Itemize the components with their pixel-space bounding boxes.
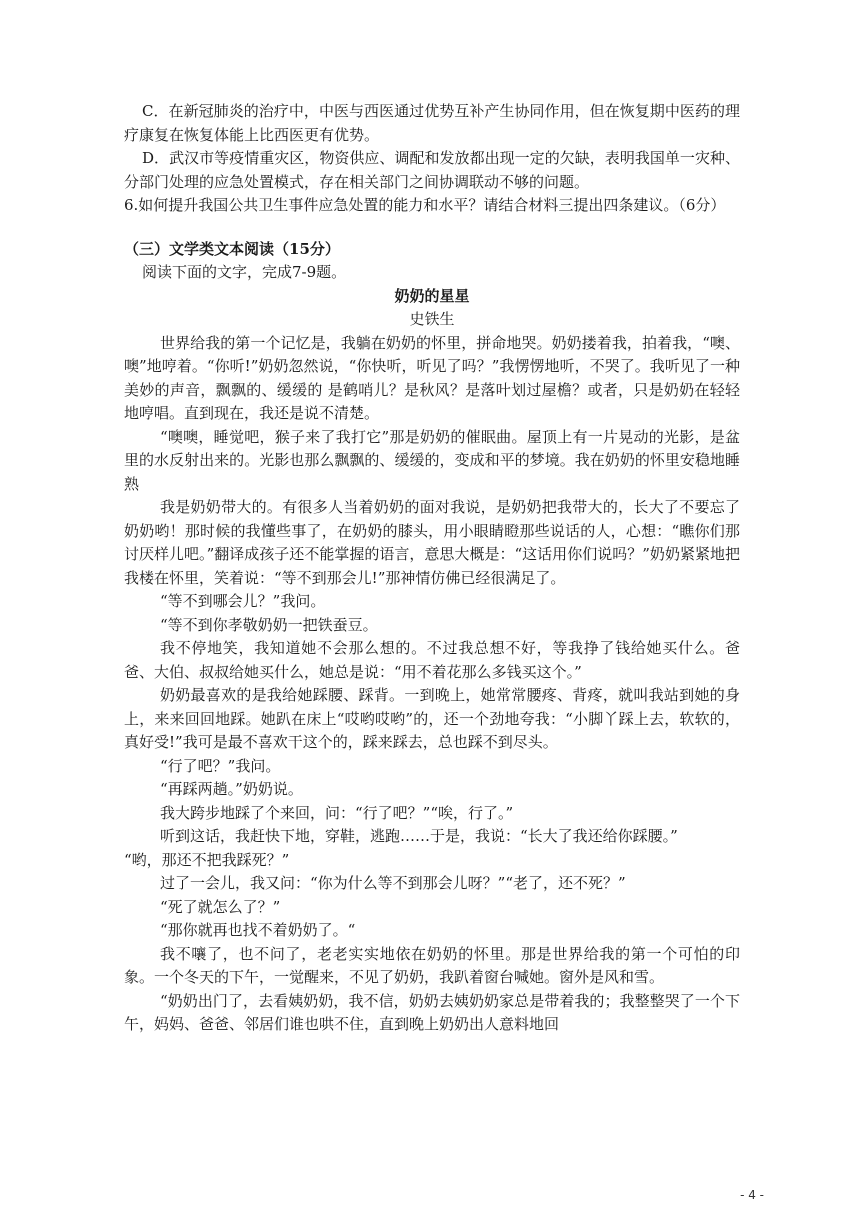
story-paragraph: 世界给我的第一个记忆是，我躺在奶奶的怀里，拼命地哭。奶奶搂着我，拍着我，“噢、噢”地哼着。“你听!”奶奶忽然说，“你快听，听见了吗？”我愣愣地听，不哭了。我听见了一种美妙的声音，飘飘的、缓缓的 是鹤哨儿？是秋风？是落叶划过屋檐？或者，只是奶奶在轻轻地哼唱。直到现在，我还是说不清楚。 bbox=[124, 333, 740, 422]
story-paragraph: 我不停地笑，我知道她不会那么想的。不过我总想不好，等我挣了钱给她买什么。爸爸、大伯、叔叔给她买什么，她总是说：“用不着花那么多钱买这个。” bbox=[124, 639, 740, 681]
story-author: 史铁生 bbox=[409, 310, 455, 328]
question-6: 6.如何提升我国公共卫生事件应急处置的能力和水平？请结合材料三提出四条建议。（6分） bbox=[124, 196, 726, 214]
story-paragraph: 我是奶奶带大的。有很多人当着奶奶的面对我说，是奶奶把我带大的，长大了不要忘了奶奶哟！那时候的我懂些事了，在奶奶的膝头，用小眼睛瞪那些说话的人，心想：“瞧你们那讨厌样儿吧。”翻译成孩子还不能掌握的语言，意思大概是：“这话用你们说吗？”奶奶紧紧地把我楼在怀里，笑着说：“等不到那会儿!”那神情仿佛已经很满足了。 bbox=[124, 498, 740, 587]
story-paragraph: 听到这话，我赶快下地，穿鞋，逃跑……于是，我说：“长大了我还给你踩腰。” bbox=[160, 827, 678, 845]
page-number: - 4 - bbox=[740, 1188, 764, 1202]
story-paragraph: 过了一会儿，我又问：“你为什么等不到那会儿呀？”“老了，还不死？” bbox=[160, 874, 626, 892]
story-paragraph: “那你就再也找不着奶奶了。“ bbox=[160, 921, 356, 939]
story-paragraph: 奶奶最喜欢的是我给她踩腰、踩背。一到晚上，她常常腰疼、背疼，就叫我站到她的身上，来来回回地踩。她趴在床上“哎哟哎哟”的，还一个劲地夸我：“小脚丫踩上去，软软的，真好受!”我可是最不喜欢干这个的，踩来踩去，总也踩不到尽头。 bbox=[124, 686, 740, 751]
story-paragraph: “再踩两趟。”奶奶说。 bbox=[160, 780, 303, 798]
option-c: C．在新冠肺炎的治疗中，中医与西医通过优势互补产生协同作用，但在恢复期中医药的理疗康复在恢复体能上比西医更有优势。 bbox=[124, 102, 740, 144]
reading-instruction: 阅读下面的文字，完成7-9题。 bbox=[142, 263, 347, 281]
story-paragraph: “行了吧？”我问。 bbox=[160, 756, 281, 775]
story-paragraph: “等不到你孝敬奶奶一把铁蚕豆。 bbox=[160, 615, 378, 634]
story-paragraph: 我不嚷了，也不问了，老老实实地依在奶奶的怀里。那是世界给我的第一个可怕的印象。一个冬天的下午，一觉醒来，不见了奶奶，我趴着窗台喊她。窗外是风和雪。 bbox=[124, 944, 740, 986]
page-content bbox=[124, 100, 740, 1037]
story-title: 奶奶的星星 bbox=[394, 286, 470, 305]
option-d: D．武汉市等疫情重灾区，物资供应、调配和发放都出现一定的欠缺，表明我国单一灾种、分部门处理的应急处置模式，存在相关部门之间协调联动不够的问题。 bbox=[124, 149, 740, 191]
story-paragraph: “哟，那还不把我踩死？” bbox=[124, 850, 290, 869]
story-paragraph: “噢噢，睡觉吧，猴子来了我打它”那是奶奶的催眠曲。屋顶上有一片晃动的光影，是盆里的水反射出来的。光影也那么飘飘的、缓缓的，变成和平的梦境。我在奶奶的怀里安稳地睡熟 bbox=[124, 427, 740, 493]
story-paragraph: 我大跨步地踩了个来回，问：“行了吧？”“唉，行了。” bbox=[160, 803, 514, 822]
story-paragraph: “奶奶出门了，去看姨奶奶，我不信，奶奶去姨奶奶家总是带着我的；我整整哭了一个下午，妈妈、爸爸、邻居们谁也哄不住，直到晚上奶奶出人意料地回 bbox=[124, 991, 740, 1033]
story-paragraph: “等不到哪会儿？”我问。 bbox=[160, 592, 326, 610]
section-heading: （三）文学类文本阅读（15分） bbox=[124, 239, 340, 258]
story-paragraph: “死了就怎么了？” bbox=[160, 897, 281, 916]
